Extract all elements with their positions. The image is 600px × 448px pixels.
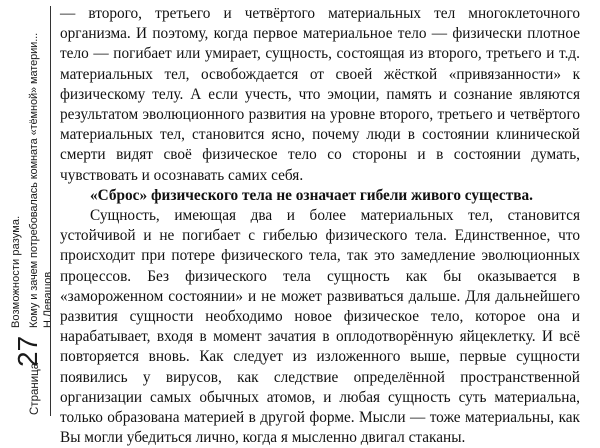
page-label: Страница <box>29 362 41 415</box>
book-subtitle: Кому и зачем потребовалась комната «тёмной» материи... Н.Левашов <box>28 32 54 328</box>
page-sidebar <box>0 0 54 423</box>
paragraph-continuation: — второго, третьего и четвёртого материальных тел многоклеточного организма. И поэтому, когда первое материальное тело — физически плотное тело — погибает или умирает, сущность, состоящая из второго, третьего и т.д. материальных тел, освобождается от своей жёсткой «привязанности» к физическому телу. А если учесть, что эмоции, память и сознание являются результатом эволюционного развития на уровне второго, третьего и четвёртого материальных тел, становится ясно, почему люди в состоянии клинической смерти видят своё физическое тело со стороны и в состоянии думать, чувствовать и осознавать самих себя. <box>60 5 580 184</box>
paragraph-main: Сущность, имеющая два и более материальных тел, становится устойчивой и не погибает с гибелью физического тела. Единственное, что происходит при потере физического тела, так это замедление эволюционных процессов. Без физического тела сущность как бы оказывается в «замороженном состоянии» и не может развиваться дальше. Для дальнейшего развития сущности необходимо новое физическое тело, которое она и нарабатывает, входя в момент зачатия в оплодотворённую яйцеклетку. И всё повторяется вновь. Как следует из изложенного выше, первые сущности появились у вирусов, как следствие определённой пространственной организации самых обычных атомов, и любая сущность суть материальна, только образована материей в другой форме. Мысли — тоже материальны, как Вы могли убедиться лично, когда я мысленно двигал стаканы. <box>60 207 580 447</box>
sidebar-running-header <box>0 0 54 423</box>
page-body <box>60 4 580 448</box>
section-heading: «Сброс» физического тела не означает гибели живого существа. <box>90 186 533 204</box>
sidebar-divider <box>50 6 51 416</box>
page-number: 27 <box>12 335 43 367</box>
book-title: Возможности разума. <box>10 215 22 328</box>
